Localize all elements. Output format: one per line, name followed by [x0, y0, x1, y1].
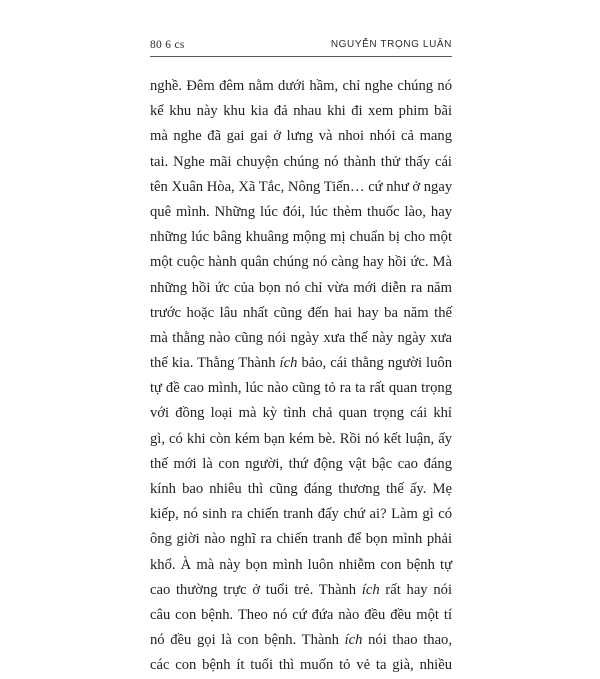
text-line: mà thằng nào cũng nói ngày xưa thế này ngày xưa	[150, 329, 452, 346]
text-line: kể khu này khu kia đả nhau khi đi xem phim bãi	[150, 103, 452, 120]
text-line: mà nghe đã gai gai ở lưng và nhoi nhói cả mang	[150, 128, 452, 145]
text-line: gì, có khi còn kém bạn kém bè. Rồi nó kết luận, ấy	[150, 430, 452, 447]
text-line: ông giời nào nghĩ ra chiến tranh để bọn mình phải	[150, 531, 452, 548]
text-line: tai. Nghe mãi chuyện chúng nó thành thử thấy cái	[150, 153, 452, 170]
text-segment: bảo, cái thằng người luôn	[297, 355, 453, 372]
text-line: kính bao nhiêu thì cũng đáng thương thế ấy. Mẹ	[150, 481, 452, 497]
text-line: tự đề cao mình, lúc nào cũng tỏ ra ta rất quan trọng	[150, 380, 452, 397]
text-line: quê mình. Những lúc đói, lúc thèm thuốc lào, hay	[150, 203, 452, 220]
text-line	[150, 351, 452, 376]
page-number: 80 6 cs	[150, 39, 185, 51]
text-segment: thế kia. Thằng Thành	[150, 355, 280, 372]
text-segment: rất hay nói	[379, 581, 452, 598]
text-segment: nói thao thao,	[362, 632, 452, 649]
text-segment: cao thường trực ở tuổi trẻ. Thành	[150, 581, 362, 598]
text-line: thế mới là con người, thứ động vật bậc cao đáng	[150, 455, 452, 472]
text-line: những lúc bâng khuâng mộng mị chuẩn bị cho một	[150, 229, 452, 246]
running-head	[150, 34, 452, 56]
text-line: tên Xuân Hòa, Xã Tắc, Nông Tiến… cứ như ở ngay	[150, 178, 453, 195]
body-text	[150, 74, 452, 679]
text-line: với đồng loại mà kỳ tình chả quan trọng cái khỉ	[150, 405, 452, 422]
text-line: nghề. Đêm đêm nằm dưới hầm, chỉ nghe chúng nó	[150, 78, 452, 94]
text-line: trước hoặc lâu nhất cũng đến hai hay ba năm thế	[150, 304, 452, 321]
text-line: câu con bệnh. Theo nó cứ đứa nào đều đều một tí	[150, 606, 452, 623]
text-line: các con bệnh ít tuổi thì muốn tỏ vẻ ta già, nhiều	[150, 657, 452, 674]
italic-word: ích	[279, 355, 298, 372]
italic-word: ích	[344, 632, 363, 649]
header-rule	[150, 56, 452, 57]
running-title: NGUYỄN TRỌNG LUÂN	[330, 39, 452, 50]
text-line	[150, 628, 452, 653]
text-line: khổ. À mà này bọn mình luôn nhiễm con bệnh tự	[150, 556, 452, 573]
text-line	[150, 578, 452, 603]
italic-word: ích	[361, 581, 380, 598]
text-line: kiếp, nó sinh ra chiến tranh đấy chứ ai? Làm gì có	[150, 506, 452, 523]
text-line: một cuộc hành quân chúng nó càng hay hồi ức. Mà	[150, 254, 452, 271]
text-segment: nó đều gọi là con bệnh. Thành	[150, 632, 345, 649]
text-line: những hồi ức của bọn nó chỉ vừa mới diễn ra năm	[150, 279, 452, 296]
